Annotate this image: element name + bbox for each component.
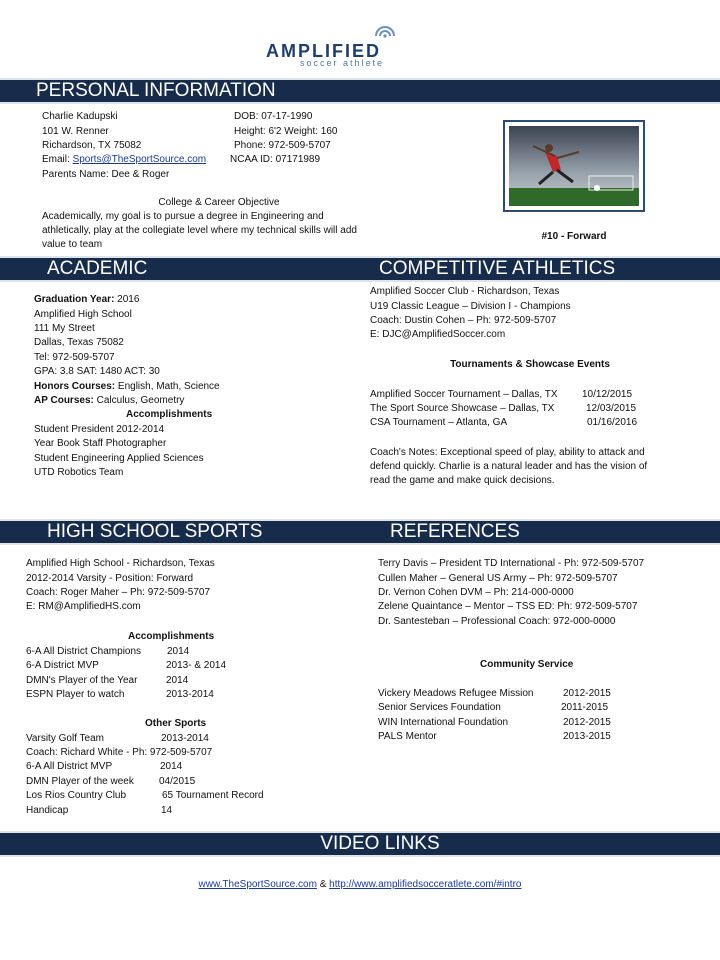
- academic-title: ACADEMIC: [47, 258, 148, 279]
- hs-accomplishment-value: 2013- & 2014: [166, 660, 227, 671]
- athletics-line: E: DJC@AmplifiedSoccer.com: [370, 329, 506, 340]
- coach-notes-line: defend quickly. Charlie is a natural leader and has the vision of: [370, 461, 648, 472]
- hs-accomplishments-title: Accomplishments: [128, 631, 215, 642]
- other-sport-value: 2014: [160, 761, 183, 772]
- graduation-year: [34, 293, 139, 307]
- other-sport: Varsity Golf Team: [26, 733, 104, 744]
- tournament-name: The Sport Source Showcase – Dallas, TX: [370, 403, 555, 414]
- community-item-years: 2013-2015: [563, 731, 611, 742]
- hs-accomplishment-value: 2014: [166, 675, 189, 686]
- tournament-date: 10/12/2015: [582, 389, 633, 400]
- academic-line: 111 My Street: [34, 323, 95, 334]
- email-line: [42, 153, 206, 167]
- athletics-line: U19 Classic League – Division I - Champions: [370, 301, 571, 312]
- ap-label: AP Courses:: [34, 395, 94, 406]
- honors-label: Honors Courses:: [34, 381, 116, 392]
- hs-accomplishment: 6-A District MVP: [26, 660, 99, 671]
- city: Richardson, TX 75082: [42, 140, 142, 151]
- logo-word: AMPLIFIED: [266, 41, 381, 61]
- email-link[interactable]: Sports@TheSportSource.com: [72, 154, 207, 165]
- signal-icon: [372, 20, 398, 38]
- reference: Terry Davis – President TD International - Ph: 972-509-5707: [378, 558, 645, 569]
- community-item: Vickery Meadows Refugee Mission: [378, 688, 534, 699]
- hs-line: 2012-2014 Varsity - Position: Forward: [26, 573, 194, 584]
- other-sport-value: 14: [161, 805, 173, 816]
- photo-caption: #10 - Forward: [541, 231, 607, 242]
- academic-accomplishment: UTD Robotics Team: [34, 467, 124, 478]
- hs-accomplishment-value: 2013-2014: [166, 689, 214, 700]
- academic-line: Dallas, Texas 75082: [34, 337, 124, 348]
- other-sports-title: Other Sports: [145, 718, 207, 729]
- athletics-title: COMPETITIVE ATHLETICS: [379, 258, 616, 279]
- references-title: REFERENCES: [390, 521, 520, 542]
- other-sport-value: 04/2015: [159, 776, 196, 787]
- video-link-separator: &: [316, 879, 330, 890]
- tournament-name: Amplified Soccer Tournament – Dallas, TX: [370, 389, 558, 400]
- academic-accomplishment: Student President 2012-2014: [34, 424, 165, 435]
- objective-line: Academically, my goal is to pursue a degree in Engineering and: [42, 211, 324, 222]
- other-sport: 6-A All District MVP: [26, 761, 113, 772]
- honors-value: English, Math, Science: [115, 381, 220, 392]
- ap-value: Calculus, Geometry: [93, 395, 185, 406]
- height-weight: Height: 6'2 Weight: 160: [234, 126, 338, 137]
- community-item: WIN International Foundation: [378, 717, 509, 728]
- personal-title: PERSONAL INFORMATION: [36, 80, 276, 101]
- coach-notes-line: Coach's Notes: Exceptional speed of play, ability to attack and: [370, 447, 645, 458]
- hs-line: Coach: Roger Maher – Ph: 972-509-5707: [26, 587, 211, 598]
- parents: Parents Name: Dee & Roger: [42, 169, 170, 180]
- dob: DOB: 07-17-1990: [234, 111, 313, 122]
- video-title: VIDEO LINKS: [320, 833, 440, 854]
- address: 101 W. Renner: [42, 126, 109, 137]
- academic-accomplishments-title: Accomplishments: [126, 409, 213, 420]
- academic-accomplishment: Year Book Staff Photographer: [34, 438, 167, 449]
- hs-accomplishment: ESPN Player to watch: [26, 689, 125, 700]
- community-item: Senior Services Foundation: [378, 702, 501, 713]
- personal-header-bar: [0, 78, 720, 104]
- other-sport: Handicap: [26, 805, 69, 816]
- community-item: PALS Mentor: [378, 731, 437, 742]
- other-sport: Coach: Richard White - Ph: 972-509-5707: [26, 747, 213, 758]
- reference: Dr. Vernon Cohen DVM – Ph: 214-000-0000: [378, 587, 574, 598]
- highschool-title: HIGH SCHOOL SPORTS: [47, 521, 263, 542]
- reference: Dr. Santesteban – Professional Coach: 972-000-0000: [378, 616, 616, 627]
- video-link-amplified[interactable]: http://www.amplifiedsocceratlete.com/#intro: [329, 879, 522, 890]
- tournaments-title: Tournaments & Showcase Events: [450, 359, 610, 370]
- other-sport: DMN Player of the week: [26, 776, 134, 787]
- tournament-name: CSA Tournament – Atlanta, GA: [370, 417, 508, 428]
- hs-accomplishment: 6-A All District Champions: [26, 646, 142, 657]
- ap-courses: [34, 394, 184, 408]
- objective-line: athletically, play at the collegiate level where my technical skills will add: [42, 225, 357, 236]
- hs-line: E: RM@AmplifiedHS.com: [26, 601, 141, 612]
- community-item-years: 2012-2015: [563, 688, 611, 699]
- highschool-header-bar: [0, 519, 720, 545]
- hs-accomplishment: DMN's Player of the Year: [26, 675, 138, 686]
- academic-header-bar: [0, 256, 720, 282]
- tournament-date: 01/16/2016: [587, 417, 638, 428]
- other-sport: Los Rios Country Club: [26, 790, 127, 801]
- community-item-years: 2011-2015: [561, 702, 609, 713]
- name: Charlie Kadupski: [42, 111, 118, 122]
- academic-line: Tel: 972-509-5707: [34, 352, 115, 363]
- email-label: Email:: [42, 154, 73, 165]
- ncaa-id: NCAA ID: 07171989: [230, 154, 321, 165]
- academic-line: Amplified High School: [34, 309, 132, 320]
- hs-accomplishment-value: 2014: [167, 646, 190, 657]
- honors-courses: [34, 380, 220, 394]
- other-sport-value: 65 Tournament Record: [162, 790, 264, 801]
- grad-value: 2016: [114, 294, 140, 305]
- community-item-years: 2012-2015: [563, 717, 611, 728]
- athletics-line: Coach: Dustin Cohen – Ph: 972-509-5707: [370, 315, 557, 326]
- community-service-title: Community Service: [480, 659, 574, 670]
- video-links: [0, 878, 720, 892]
- grad-label: Graduation Year:: [34, 294, 115, 305]
- video-header-bar: [0, 831, 720, 857]
- academic-line: GPA: 3.8 SAT: 1480 ACT: 30: [34, 366, 160, 377]
- hs-line: Amplified High School - Richardson, Texas: [26, 558, 215, 569]
- player-photo-image: [509, 126, 639, 206]
- logo-subtitle: soccer athlete: [300, 58, 385, 68]
- academic-accomplishment: Student Engineering Applied Sciences: [34, 453, 204, 464]
- reference: Zelene Quaintance – Mentor – TSS ED: Ph: 972-509-5707: [378, 601, 638, 612]
- phone: Phone: 972-509-5707: [234, 140, 331, 151]
- coach-notes-line: read the game and make quick decisions.: [370, 475, 555, 486]
- athletics-line: Amplified Soccer Club - Richardson, Texas: [370, 286, 560, 297]
- reference: Cullen Maher – General US Army – Ph: 972-509-5707: [378, 573, 618, 584]
- objective-line: value to team: [42, 239, 103, 250]
- tournament-date: 12/03/2015: [586, 403, 637, 414]
- objective-title: College & Career Objective: [158, 197, 280, 208]
- other-sport-value: 2013-2014: [161, 733, 209, 744]
- video-link-sportsource[interactable]: www.TheSportSource.com: [198, 879, 317, 890]
- player-photo: [503, 120, 645, 212]
